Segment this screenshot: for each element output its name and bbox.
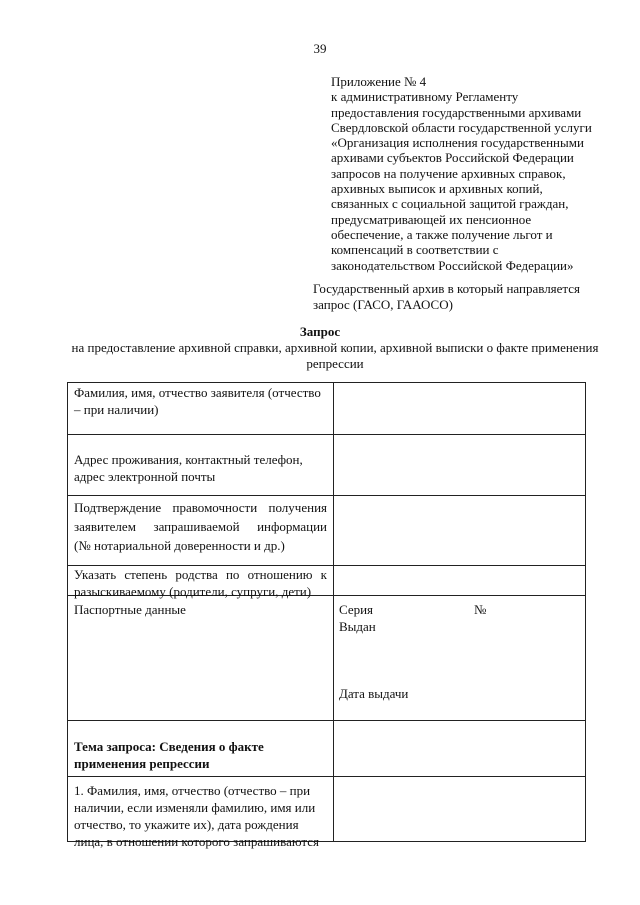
appendix-line: архивных выписок и архивных копий, xyxy=(331,181,543,197)
repressed-person-label xyxy=(74,782,319,850)
label-line: адрес электронной почты xyxy=(74,469,216,484)
passport-series-label[interactable]: Серия xyxy=(339,602,374,617)
archive-line: Государственный архив в который направляется xyxy=(313,281,581,296)
label-line: отчество, то укажите их), дата рождения xyxy=(74,817,299,832)
label-line: Подтверждение правомочности получения xyxy=(74,500,327,515)
authority-confirmation-label xyxy=(74,498,327,555)
request-form-table xyxy=(67,382,586,849)
label-line: наличии, если изменяли фамилию, имя или xyxy=(74,800,316,815)
applicant-address-field[interactable] xyxy=(335,435,584,495)
request-subtitle-line: репрессии xyxy=(306,355,364,371)
kinship-degree-field[interactable] xyxy=(335,566,584,595)
repressed-person-field[interactable] xyxy=(335,777,584,841)
applicant-address-label xyxy=(74,451,303,485)
column-divider xyxy=(333,382,334,842)
appendix-line: предусматривающей их пенсионное xyxy=(331,211,532,227)
appendix-line: «Организация исполнения государственными xyxy=(331,135,584,151)
appendix-line: запросов на получение архивных справок, xyxy=(331,165,566,181)
appendix-line: Свердловской области государственной услуги xyxy=(331,119,592,135)
appendix-line: архивами субъектов Российской Федерации xyxy=(331,150,574,166)
authority-confirmation-field[interactable] xyxy=(335,496,584,565)
label-line: Фамилия, имя, отчество заявителя (отчество xyxy=(74,385,321,400)
label-line: заявителем запрашиваемой информации xyxy=(74,519,327,534)
label-line: 1. Фамилия, имя, отчество (отчество – при xyxy=(74,783,311,798)
archive-recipient-line xyxy=(313,281,580,312)
appendix-line: обеспечение, а также получение льгот и xyxy=(331,226,553,242)
kinship-degree-label xyxy=(74,566,327,600)
archive-line: запрос (ГАСО, ГААОСО) xyxy=(313,296,453,312)
appendix-line: предоставления государственными архивами xyxy=(331,104,582,120)
passport-label: Паспортные данные xyxy=(74,602,186,617)
request-subtitle-line: на предоставление архивной справки, архивной копии, архивной выписки о факте применения xyxy=(71,340,599,355)
request-subtitle xyxy=(55,340,615,371)
request-topic-field[interactable] xyxy=(335,721,584,776)
label-line: применения репрессии xyxy=(74,756,210,771)
label-line: Тема запроса: Сведения о факте xyxy=(74,739,264,754)
appendix-line: к административному Регламенту xyxy=(331,89,519,105)
label-line: лица, в отношении которого запрашиваются xyxy=(74,834,319,849)
label-line: (№ нотариальной доверенности и др.) xyxy=(74,538,285,553)
page-number: 39 xyxy=(313,41,327,56)
applicant-name-field[interactable] xyxy=(335,383,584,434)
request-topic-label xyxy=(74,738,264,772)
passport-issue-date-label[interactable]: Дата выдачи xyxy=(339,686,409,701)
label-line: – при наличии) xyxy=(74,402,159,417)
label-line: Указать степень родства по отношению к xyxy=(74,567,327,582)
request-title: Запрос xyxy=(299,324,341,339)
passport-number-label[interactable]: № xyxy=(474,602,487,617)
label-line: разыскиваемому (родители, супруги, дети) xyxy=(74,584,312,599)
appendix-line: связанных с социальной защитой граждан, xyxy=(331,196,569,212)
appendix-line: Приложение № 4 xyxy=(331,74,427,89)
appendix-line: законодательством Российской Федерации» xyxy=(331,257,574,273)
label-line: Адрес проживания, контактный телефон, xyxy=(74,452,303,467)
table-border-left xyxy=(67,382,68,842)
passport-issued-label[interactable]: Выдан xyxy=(339,619,376,634)
appendix-line: компенсаций в соответствии с xyxy=(331,242,499,258)
applicant-name-label xyxy=(74,384,321,418)
appendix-header xyxy=(331,74,592,273)
table-border-right xyxy=(585,382,586,842)
